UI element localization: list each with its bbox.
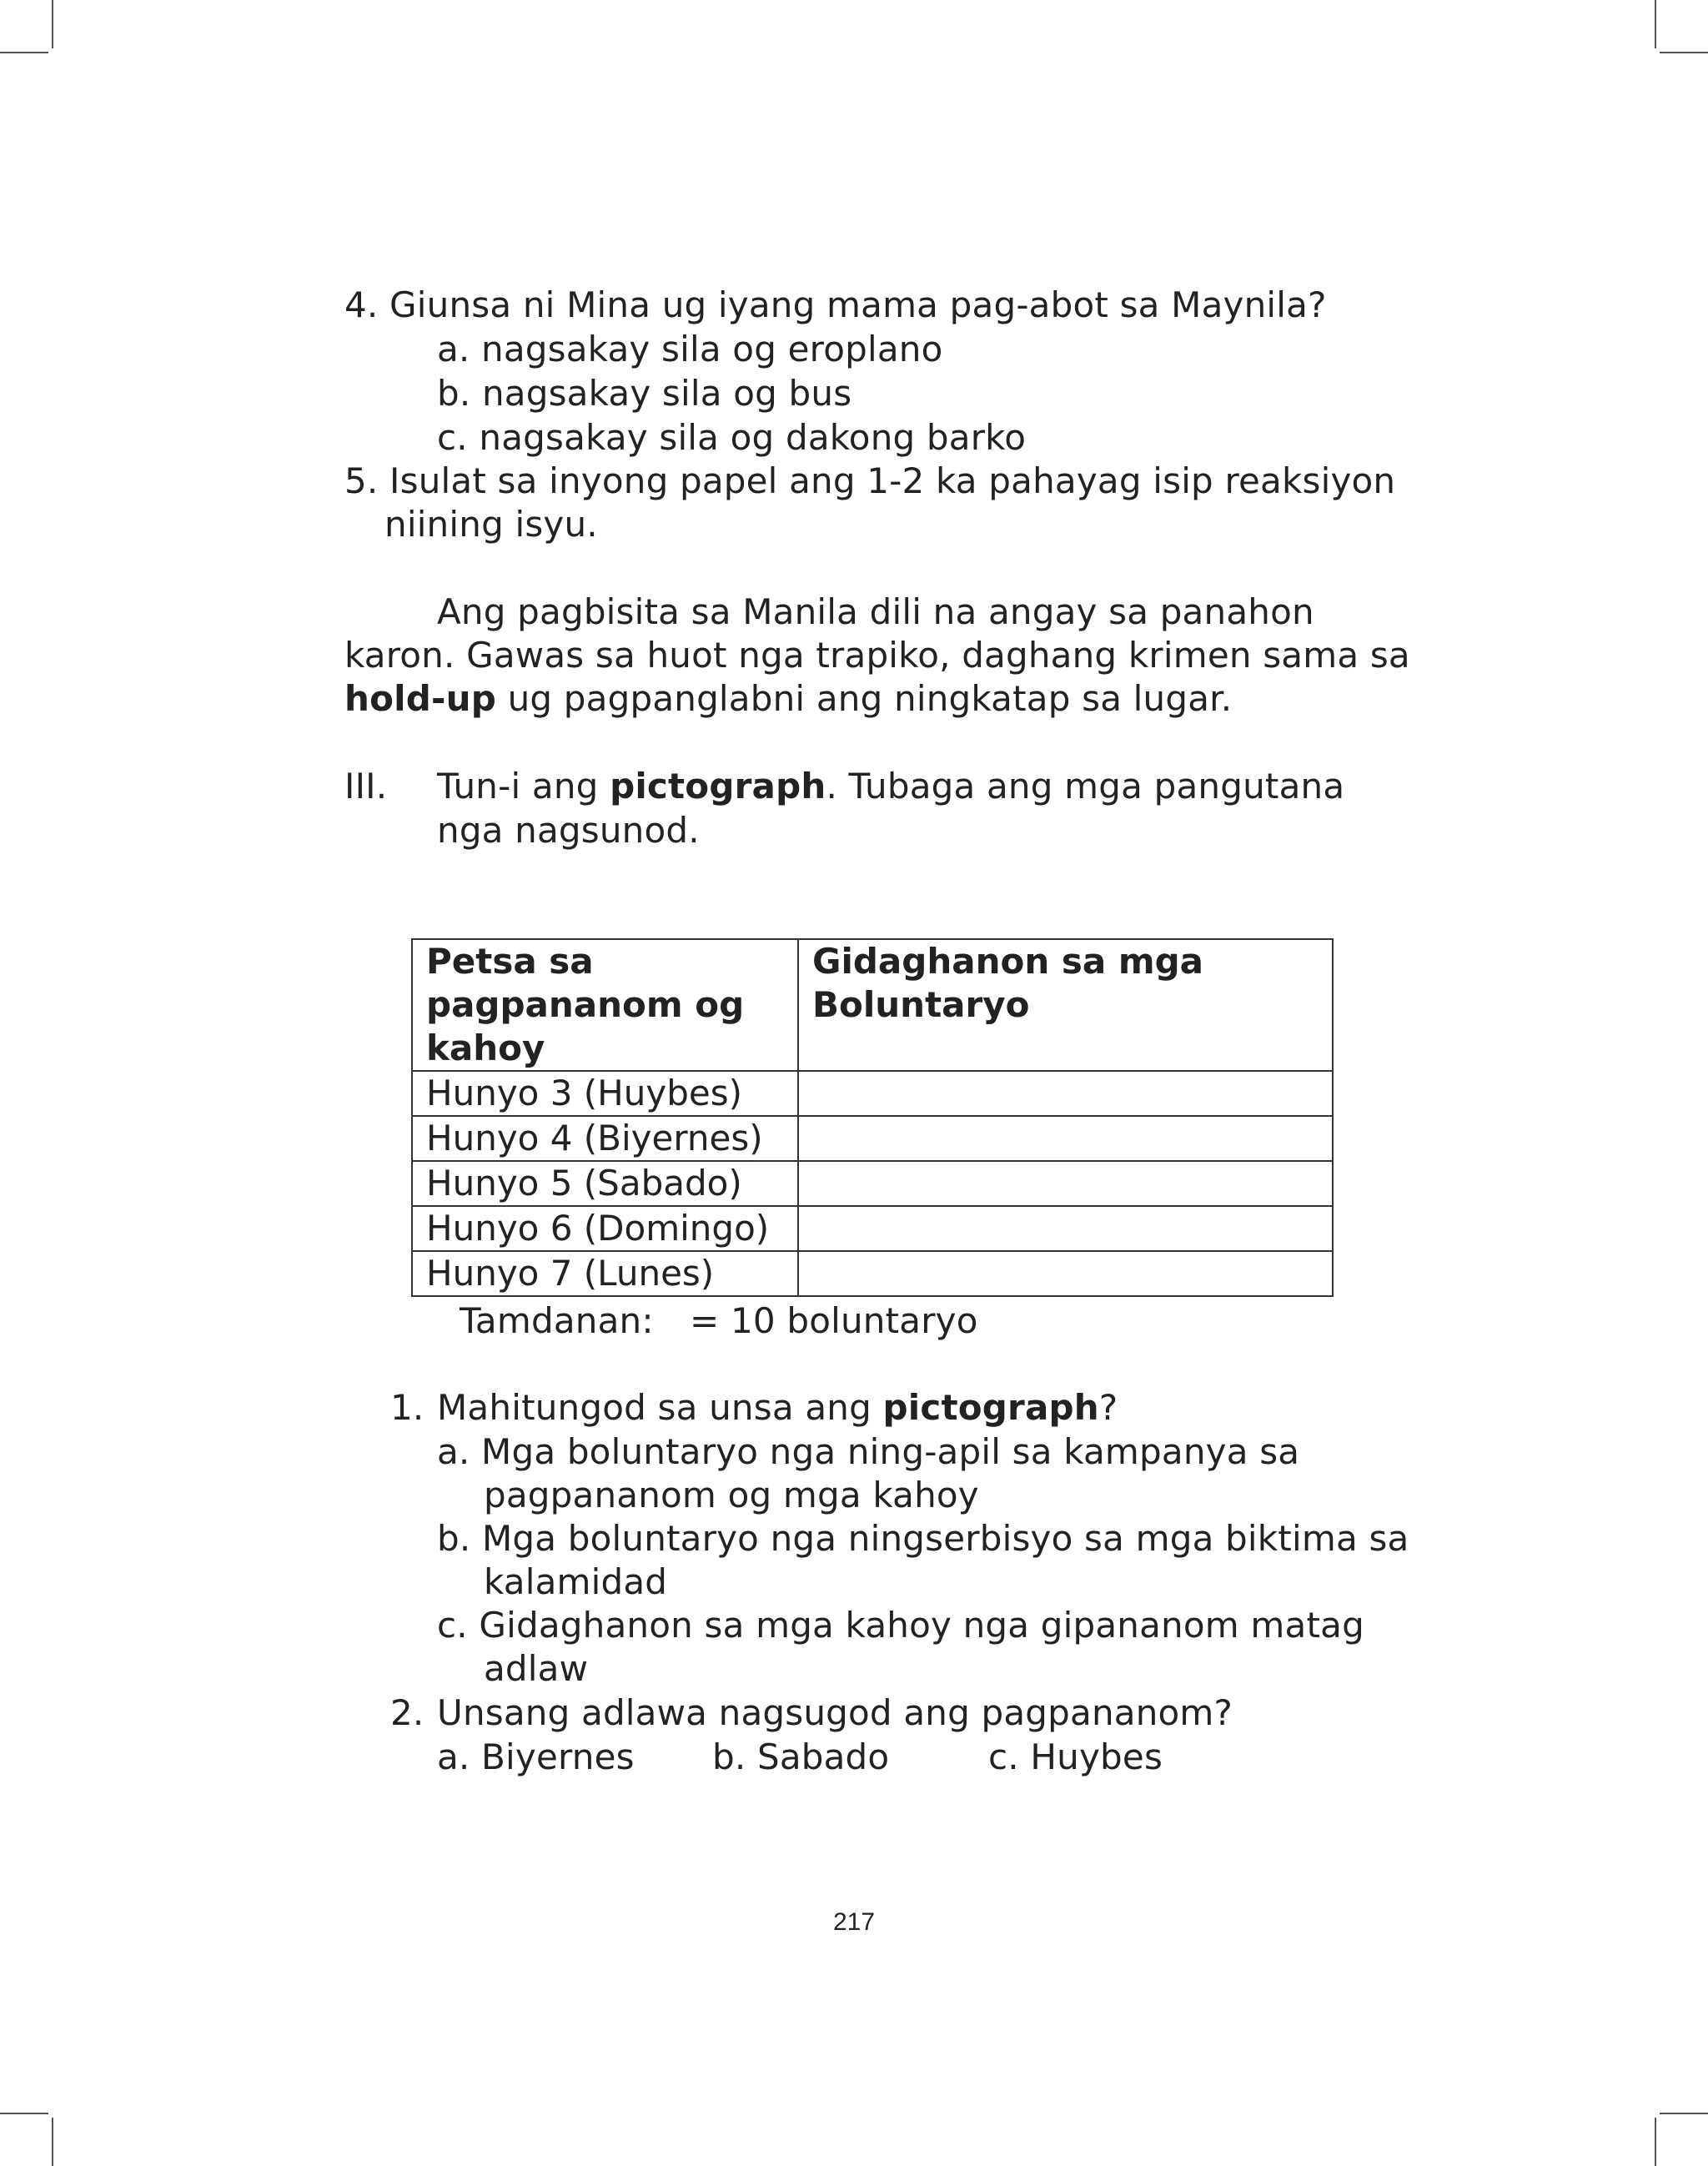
question-5: 5. Isulat sa inyong papel ang 1-2 ka pahayag isip reaksiyon [344, 460, 1396, 501]
question-2: Unsang adlawa nagsugod ang pagpananom? [437, 1692, 1233, 1733]
section-instruction-cont: nga nagsunod. [437, 810, 700, 851]
table-cell-date: Hunyo 4 (Biyernes) [412, 1116, 798, 1161]
section-instruction-bold: pictograph [610, 766, 826, 807]
legend-value: = 10 boluntaryo [690, 1300, 978, 1341]
header-volunteers: Gidaghanon sa mga Boluntaryo [798, 939, 1333, 1071]
section-instruction-suffix: . Tubaga ang mga pangutana [826, 766, 1345, 807]
section-instruction-prefix: Tun-i ang [437, 766, 610, 807]
question-5-cont: niining isyu. [384, 504, 598, 545]
q2-option-c: c. Huybes [988, 1736, 1163, 1777]
table-cell-count [798, 1116, 1333, 1161]
q1-option-a: a. Mga boluntaryo nga ning-apil sa kampanya sa [437, 1431, 1300, 1472]
table-row [412, 1206, 1333, 1251]
passage-bold-term: hold-up [344, 678, 497, 719]
crop-mark [1655, 0, 1656, 48]
legend-label: Tamdanan: [460, 1300, 654, 1341]
table-cell-date: Hunyo 6 (Domingo) [412, 1206, 798, 1251]
table-cell-count [798, 1206, 1333, 1251]
crop-mark [0, 52, 48, 53]
passage-line-3-rest: ug pagpanglabni ang ningkatap sa lugar. [496, 678, 1233, 719]
table-cell-count [798, 1071, 1333, 1116]
q2-option-a: a. Biyernes [437, 1736, 635, 1777]
q1-option-a-cont: pagpananom og mga kahoy [484, 1475, 979, 1515]
crop-mark [0, 2113, 48, 2114]
q4-option-a: a. nagsakay sila og eroplano [437, 329, 943, 369]
question-1-suffix: ? [1098, 1387, 1118, 1428]
section-instruction [437, 765, 1344, 808]
q1-option-b: b. Mga boluntaryo nga ningserbisyo sa mga biktima sa [437, 1518, 1409, 1559]
crop-mark [1660, 52, 1708, 53]
table-row [412, 1251, 1333, 1296]
table-cell-date: Hunyo 5 (Sabado) [412, 1161, 798, 1206]
passage-line-1: Ang pagbisita sa Manila dili na angay sa panahon [437, 591, 1314, 632]
crop-mark [52, 0, 53, 48]
table-row [412, 1071, 1333, 1116]
q4-option-b: b. nagsakay sila og bus [437, 373, 852, 414]
q1-option-c-cont: adlaw [484, 1648, 589, 1689]
question-2-number: 2. [390, 1692, 424, 1733]
crop-mark [1660, 2113, 1708, 2114]
q1-option-b-cont: kalamidad [484, 1561, 668, 1602]
header-date: Petsa sa pagpananom og kahoy [412, 939, 798, 1071]
table-row [412, 1161, 1333, 1206]
q4-option-c: c. nagsakay sila og dakong barko [437, 417, 1027, 458]
table-cell-count [798, 1161, 1333, 1206]
table-cell-date: Hunyo 7 (Lunes) [412, 1251, 798, 1296]
table-header-row [412, 939, 1333, 1071]
page-number: 217 [832, 1908, 876, 1936]
section-numeral: III. [344, 766, 388, 807]
question-1 [437, 1386, 1118, 1430]
table-row [412, 1116, 1333, 1161]
q1-option-c: c. Gidaghanon sa mga kahoy nga gipananom matag [437, 1605, 1364, 1646]
question-1-prefix: Mahitungod sa unsa ang [437, 1387, 883, 1428]
q2-option-b: b. Sabado [712, 1736, 890, 1777]
pictograph-table [411, 938, 1334, 1297]
question-1-bold: pictograph [882, 1387, 1099, 1428]
table-cell-count [798, 1251, 1333, 1296]
crop-mark [1655, 2118, 1656, 2166]
question-4: 4. Giunsa ni Mina ug iyang mama pag-abot sa Maynila? [344, 284, 1327, 325]
crop-mark [52, 2118, 53, 2166]
table-cell-date: Hunyo 3 (Huybes) [412, 1071, 798, 1116]
passage-line-3 [344, 677, 1232, 721]
passage-line-2: karon. Gawas sa huot nga trapiko, daghang krimen sama sa [344, 635, 1410, 676]
question-1-number: 1. [390, 1387, 424, 1428]
